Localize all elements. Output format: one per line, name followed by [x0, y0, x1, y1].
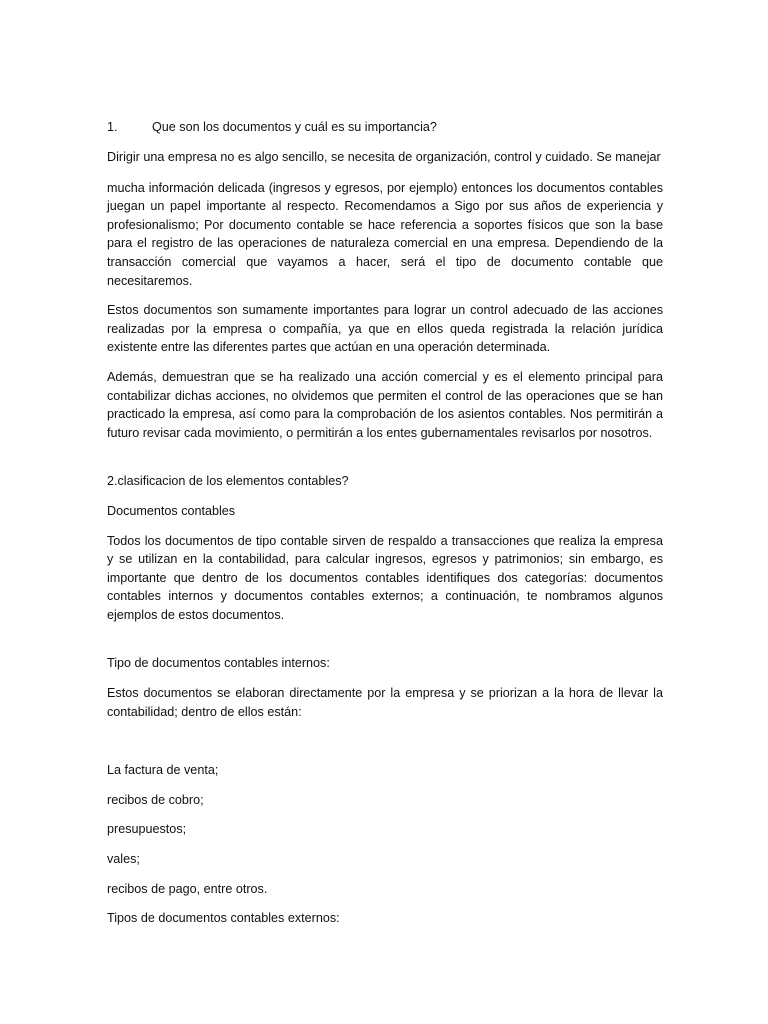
- paragraph-importance: mucha información delicada (ingresos y egresos, por ejemplo) entonces los documentos contables juegan un papel importante al respecto. Recomendamos a Sigo por sus años de experiencia y profesionalismo; Por documento contable se hace referencia a soportes físicos que son la base para el registro de las operaciones de naturaleza comercial en una empresa. Dependiendo de la transacción comercial que vayamos a hacer, será el tipo de documento contable que necesitaremos.: [107, 180, 663, 288]
- list-item: presupuestos;: [107, 822, 187, 837]
- question-2-heading: 2.clasificacion de los elementos contables?: [107, 474, 349, 489]
- list-item: vales;: [107, 852, 140, 867]
- question-1-title: Que son los documentos y cuál es su importancia?: [152, 120, 437, 134]
- heading-internal-documents: Tipo de documentos contables internos:: [107, 656, 330, 671]
- question-1-heading: [107, 118, 663, 137]
- paragraph-internal-documents: Estos documentos se elaboran directamente por la empresa y se priorizan a la hora de llevar la contabilidad; dentro de ellos están:: [107, 686, 663, 719]
- document-body: [107, 118, 663, 928]
- paragraph-classification: Todos los documentos de tipo contable sirven de respaldo a transacciones que realiza la empresa y se utilizan en la contabilidad, para calcular ingresos, egresos y patrimonios; sin embargo, es importante que dentro de los documentos contables identifiques dos categorías: documentos contables internos y documentos contables externos; a continuación, te nombramos algunos ejemplos de estos documentos.: [107, 533, 663, 622]
- list-item: La factura de venta;: [107, 763, 219, 778]
- list-item: recibos de pago, entre otros.: [107, 881, 268, 896]
- question-1-number: 1.: [107, 120, 118, 134]
- paragraph-intro: Dirigir una empresa no es algo sencillo, se necesita de organización, control y cuidado. Se manejar: [107, 150, 661, 164]
- subheading-documentos-contables: Documentos contables: [107, 503, 236, 518]
- paragraph-control: Estos documentos son sumamente importantes para lograr un control adecuado de las acciones realizadas por la empresa o compañía, ya que en ellos queda registrada la relación jurídica existente entre las diferentes partes que actúan en una operación determinada.: [107, 303, 663, 355]
- paragraph-evidence: Además, demuestran que se ha realizado una acción comercial y es el elemento principal para contabilizar dichas acciones, no olvidemos que permiten el control de las operaciones que se han practicado la empresa, así como para la comprobación de los asientos contables. Nos permitirán a futuro revisar cada movimiento, o permitirán a los entes gubernamentales revisarlos por nosotros.: [107, 369, 663, 440]
- heading-external-documents: Tipos de documentos contables externos:: [107, 911, 340, 926]
- list-item: recibos de cobro;: [107, 792, 204, 807]
